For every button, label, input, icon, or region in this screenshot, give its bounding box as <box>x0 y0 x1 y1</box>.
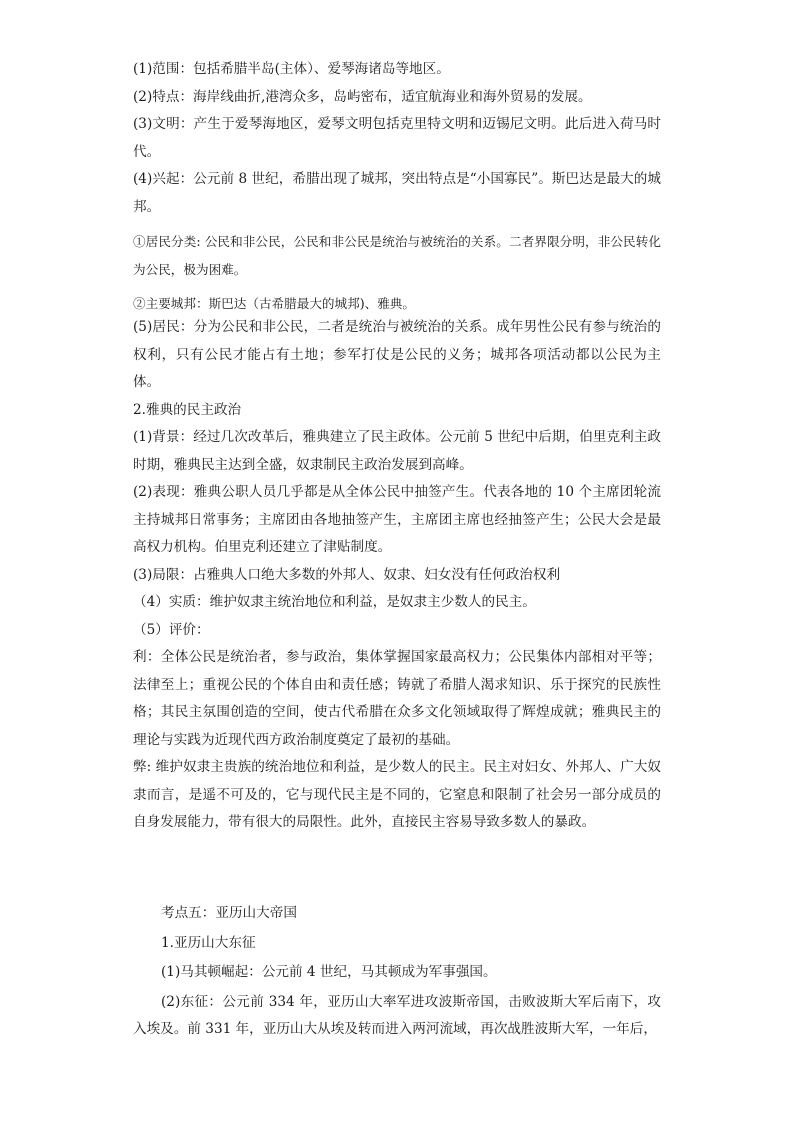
section-subtitle: 1.亚历山大东征 <box>161 934 256 951</box>
paragraph-civilization: (3)文明：产生于爱琴海地区，爱琴文明包括克里特文明和迈锡尼文明。此后进入荷马时代。 <box>133 116 661 160</box>
resident-notes-section <box>133 228 661 318</box>
alexander-empire-section <box>133 900 661 1044</box>
paragraph-essence: （4）实质：维护奴隶主统治地位和利益，是奴隶主少数人的民主。 <box>133 594 536 610</box>
heading-athens-democracy: 2.雅典的民主政治 <box>133 401 242 418</box>
paragraph-features: (2)特点：海岸线曲折,港湾众多，岛屿密布，适宜航海业和海外贸易的发展。 <box>133 88 592 105</box>
paragraph-manifestation: (2)表现：雅典公职人员几乎都是从全体公民中抽签产生。代表各地的 10 个主席团轮流主持城邦日常事务；主席团由各地抽签产生，主席团主席也经抽签产生；公民大会是最高权力机构。伯里克利还建立了津贴制度。 <box>133 484 661 555</box>
paragraph-evaluation: （5）评价： <box>133 621 210 638</box>
athens-democracy-section <box>133 314 661 837</box>
paragraph-scope: (1)范围：包括希腊半岛(主体）、爱琴海诸岛等地区。 <box>133 61 450 77</box>
paragraph-residents: (5)居民：分为公民和非公民，二者是统治与被统治的关系。成年男性公民有参与统治的权利，只有公民才能占有土地；参军打仗是公民的义务；城邦各项活动都以公民为主体。 <box>133 319 661 390</box>
paragraph-rise: (4)兴起：公元前 8 世纪，希腊出现了城邦，突出特点是“小国寡民”。斯巴达是最大的城邦。 <box>133 171 661 215</box>
paragraph-limitation: (3)局限：占雅典人口绝大多数的外邦人、奴隶、妇女没有任何政治权利 <box>133 566 561 583</box>
paragraph-eastern-campaign: (2)东征：公元前 334 年，亚历山大率军进攻波斯帝国，击败波斯大军后南下，攻入埃及。前 331 年，亚历山大从埃及转而进入两河流域，再次战胜波斯大军，一年后， <box>133 993 661 1037</box>
paragraph-macedon-rise: (1)马其顿崛起：公元前 4 世纪，马其顿成为军事强国。 <box>161 964 497 980</box>
note-resident-classification: ①居民分类: 公民和非公民，公民和非公民是统治与被统治的关系。二者界限分明，非公民转化为公民，极为困难。 <box>133 234 661 277</box>
section-title: 考点五：亚历山大帝国 <box>161 905 297 921</box>
note-main-city-states: ②主要城邦：斯巴达（古希腊最大的城邦)、雅典。 <box>133 296 415 311</box>
paragraph-background: (1)背景：经过几次改革后，雅典建立了民主政体。公元前 5 世纪中后期，伯里克利主政时期，雅典民主达到全盛，奴隶制民主政治发展到高峰。 <box>133 429 661 473</box>
greece-overview-section <box>133 56 661 221</box>
paragraph-advantages: 利：全体公民是统治者，参与政治，集体掌握国家最高权力；公民集体内部相对平等；法律至上；重视公民的个体自由和责任感；铸就了希腊人渴求知识、乐于探究的民族性格；其民主氛围创造的空间，使古代希腊在众多文化领域取得了辉煌成就；雅典民主的理论与实践为近现代西方政治制度奠定了最初的基础。 <box>133 649 661 748</box>
paragraph-disadvantages: 弊: 维护奴隶主贵族的统治地位和利益，是少数人的民主。民主对妇女、外邦人、广大奴隶而言，是遥不可及的，它与现代民主是不同的，它窒息和限制了社会另一部分成员的自身发展能力，带有很大的局限性。此外，直接民主容易导致多数人的暴政。 <box>133 759 661 830</box>
